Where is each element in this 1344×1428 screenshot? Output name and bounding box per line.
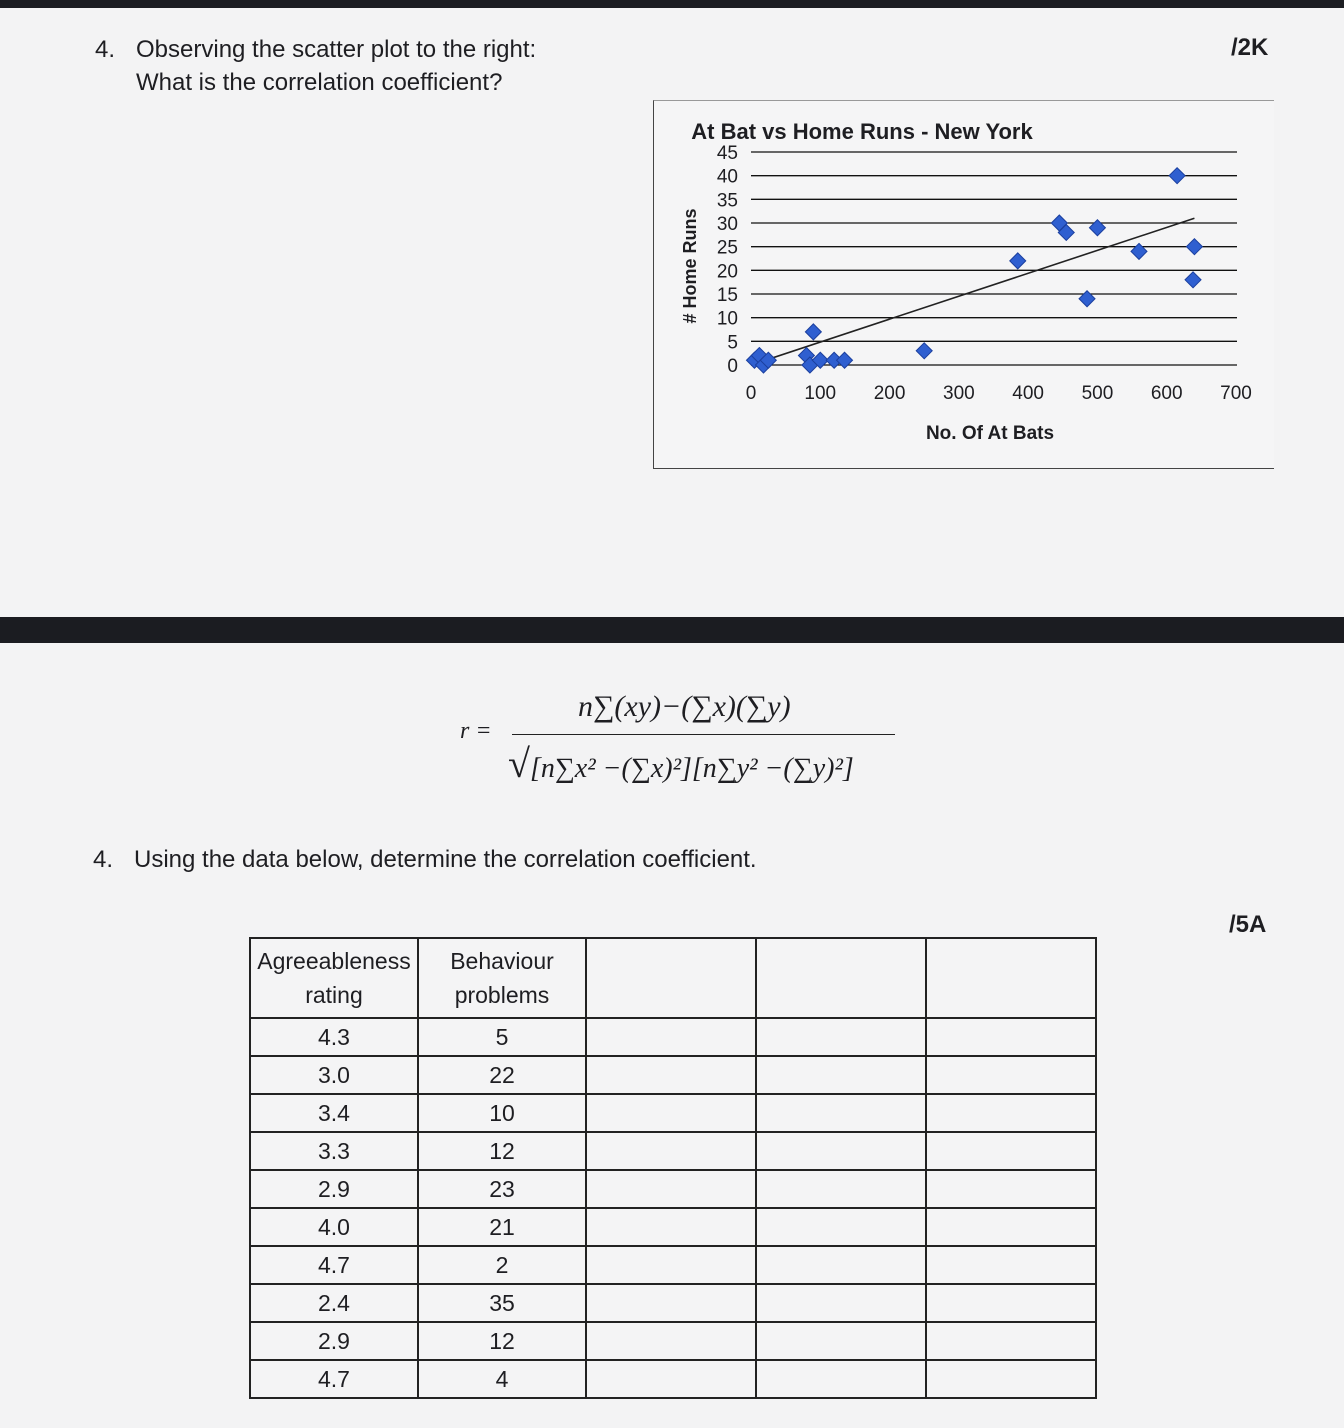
- cell-behaviour: 21: [418, 1208, 586, 1246]
- cell-blank[interactable]: [586, 1208, 756, 1246]
- header-blank-2[interactable]: [756, 938, 926, 1018]
- cell-blank[interactable]: [756, 1170, 926, 1208]
- header-text: Behaviour: [450, 948, 554, 974]
- cell-behaviour: 4: [418, 1360, 586, 1398]
- cell-blank[interactable]: [756, 1056, 926, 1094]
- formula-numerator: n∑(xy)−(∑x)(∑y): [578, 690, 791, 723]
- cell-agreeableness: 4.7: [250, 1360, 418, 1398]
- cell-behaviour: 12: [418, 1322, 586, 1360]
- worksheet-top: [0, 0, 1344, 617]
- table-row: [250, 1132, 1096, 1170]
- marks-label: /2K: [1231, 34, 1269, 61]
- cell-blank[interactable]: [586, 1170, 756, 1208]
- cell-agreeableness: 2.4: [250, 1284, 418, 1322]
- table-row: [250, 1170, 1096, 1208]
- chart-point: [1089, 220, 1105, 236]
- cell-blank[interactable]: [756, 1094, 926, 1132]
- chart-y-tick-label: 45: [716, 143, 738, 164]
- cell-blank[interactable]: [586, 1360, 756, 1398]
- cell-blank[interactable]: [756, 1246, 926, 1284]
- chart-gridlines: [751, 152, 1237, 365]
- chart-y-tick-label: 25: [716, 237, 738, 259]
- cell-blank[interactable]: [926, 1246, 1096, 1284]
- table-row: [250, 1056, 1096, 1094]
- chart-y-ticks: [717, 143, 738, 377]
- table-row: [250, 1018, 1096, 1056]
- question-line-2: What is the correlation coefficient?: [136, 69, 503, 96]
- cell-agreeableness: 4.3: [250, 1018, 418, 1056]
- chart-x-ticks: [746, 383, 1252, 404]
- chart-y-axis-label: # Home Runs: [680, 208, 700, 324]
- chart-point: [1186, 239, 1202, 255]
- chart-x-axis-label: No. Of At Bats: [925, 423, 1055, 444]
- chart-y-tick-label: 30: [716, 214, 738, 235]
- header-text: rating: [305, 982, 363, 1008]
- cell-blank[interactable]: [926, 1170, 1096, 1208]
- data-table: [249, 937, 1097, 1399]
- cell-blank[interactable]: [586, 1322, 756, 1360]
- scatter-chart: [653, 100, 1274, 469]
- scan-divider-bar: [0, 617, 1344, 643]
- cell-behaviour: 5: [418, 1018, 586, 1056]
- table-row: [250, 1094, 1096, 1132]
- cell-blank[interactable]: [926, 1094, 1096, 1132]
- chart-y-tick-label: 0: [727, 356, 738, 377]
- question-line-1: Observing the scatter plot to the right:: [136, 36, 537, 63]
- cell-blank[interactable]: [926, 1132, 1096, 1170]
- correlation-formula: [460, 690, 920, 800]
- cell-agreeableness: 3.3: [250, 1132, 418, 1170]
- table-row: [250, 1360, 1096, 1398]
- chart-point: [1010, 253, 1026, 269]
- chart-y-tick-label: 5: [727, 332, 738, 354]
- table-row: [250, 1208, 1096, 1246]
- cell-agreeableness: 3.4: [250, 1094, 418, 1132]
- formula-denominator-wrap: [508, 740, 854, 787]
- cell-blank[interactable]: [926, 1018, 1096, 1056]
- cell-blank[interactable]: [586, 1018, 756, 1056]
- square-root-icon: √: [508, 741, 530, 786]
- cell-blank[interactable]: [586, 1094, 756, 1132]
- chart-point: [1079, 291, 1095, 307]
- cell-agreeableness: 4.7: [250, 1246, 418, 1284]
- cell-behaviour: 10: [418, 1094, 586, 1132]
- header-blank-3[interactable]: [926, 938, 1096, 1018]
- chart-x-tick-label: 700: [1220, 383, 1252, 404]
- chart-y-tick-label: 10: [716, 308, 738, 330]
- chart-x-tick-label: 100: [804, 383, 837, 404]
- cell-blank[interactable]: [756, 1132, 926, 1170]
- cell-blank[interactable]: [926, 1208, 1096, 1246]
- chart-x-tick-label: 0: [745, 383, 757, 404]
- chart-point: [805, 324, 821, 340]
- cell-blank[interactable]: [926, 1322, 1096, 1360]
- cell-blank[interactable]: [756, 1208, 926, 1246]
- cell-blank[interactable]: [926, 1284, 1096, 1322]
- cell-blank[interactable]: [926, 1360, 1096, 1398]
- cell-agreeableness: 2.9: [250, 1170, 418, 1208]
- table-row: [250, 1284, 1096, 1322]
- cell-blank[interactable]: [586, 1132, 756, 1170]
- question-2-number: 4.: [93, 846, 114, 873]
- marks-label-2: /5A: [1229, 911, 1267, 938]
- table-body: [250, 1018, 1096, 1398]
- chart-y-tick-label: 20: [716, 261, 738, 283]
- cell-blank[interactable]: [756, 1018, 926, 1056]
- question-2-text: Using the data below, determine the correlation coefficient.: [134, 846, 757, 873]
- cell-agreeableness: 4.0: [250, 1208, 418, 1246]
- cell-blank[interactable]: [756, 1284, 926, 1322]
- formula-lhs: r =: [460, 718, 492, 744]
- chart-trendline: [751, 218, 1194, 365]
- chart-point: [1131, 243, 1147, 259]
- header-blank-1[interactable]: [586, 938, 756, 1018]
- header-agreeableness: [250, 938, 418, 1018]
- cell-blank[interactable]: [586, 1246, 756, 1284]
- chart-trendline-group: [751, 218, 1194, 365]
- header-text: problems: [454, 982, 550, 1008]
- cell-behaviour: 2: [418, 1246, 586, 1284]
- question-number: 4.: [95, 36, 116, 63]
- table-row: [250, 1246, 1096, 1284]
- chart-y-tick-label: 40: [716, 166, 738, 188]
- chart-point: [837, 352, 853, 368]
- header-text: Agreeableness: [257, 948, 411, 974]
- chart-point: [1185, 272, 1201, 288]
- cell-blank[interactable]: [756, 1360, 926, 1398]
- table-header-row: [250, 938, 1096, 1018]
- chart-x-tick-label: 300: [943, 383, 975, 404]
- chart-x-tick-label: 600: [1150, 383, 1183, 404]
- chart-title: At Bat vs Home Runs - New York: [691, 119, 1033, 144]
- cell-blank[interactable]: [586, 1056, 756, 1094]
- cell-behaviour: 22: [418, 1056, 586, 1094]
- header-behaviour: [418, 938, 586, 1018]
- chart-x-tick-label: 200: [873, 383, 906, 404]
- cell-agreeableness: 2.9: [250, 1322, 418, 1360]
- chart-y-tick-label: 35: [716, 190, 738, 212]
- cell-behaviour: 23: [418, 1170, 586, 1208]
- cell-blank[interactable]: [756, 1322, 926, 1360]
- cell-blank[interactable]: [586, 1284, 756, 1322]
- table-row: [250, 1322, 1096, 1360]
- cell-agreeableness: 3.0: [250, 1056, 418, 1094]
- cell-behaviour: 35: [418, 1284, 586, 1322]
- formula-denominator: [n∑x² −(∑x)²][n∑y² −(∑y)²]: [529, 753, 854, 784]
- chart-x-tick-label: 500: [1081, 383, 1114, 404]
- chart-point: [1169, 168, 1185, 184]
- chart-y-tick-label: 15: [716, 285, 738, 306]
- chart-x-tick-label: 400: [1012, 383, 1044, 404]
- cell-behaviour: 12: [418, 1132, 586, 1170]
- cell-blank[interactable]: [926, 1056, 1096, 1094]
- chart-canvas: [654, 101, 1274, 468]
- formula-fraction-bar: [512, 734, 895, 735]
- chart-point: [916, 343, 932, 359]
